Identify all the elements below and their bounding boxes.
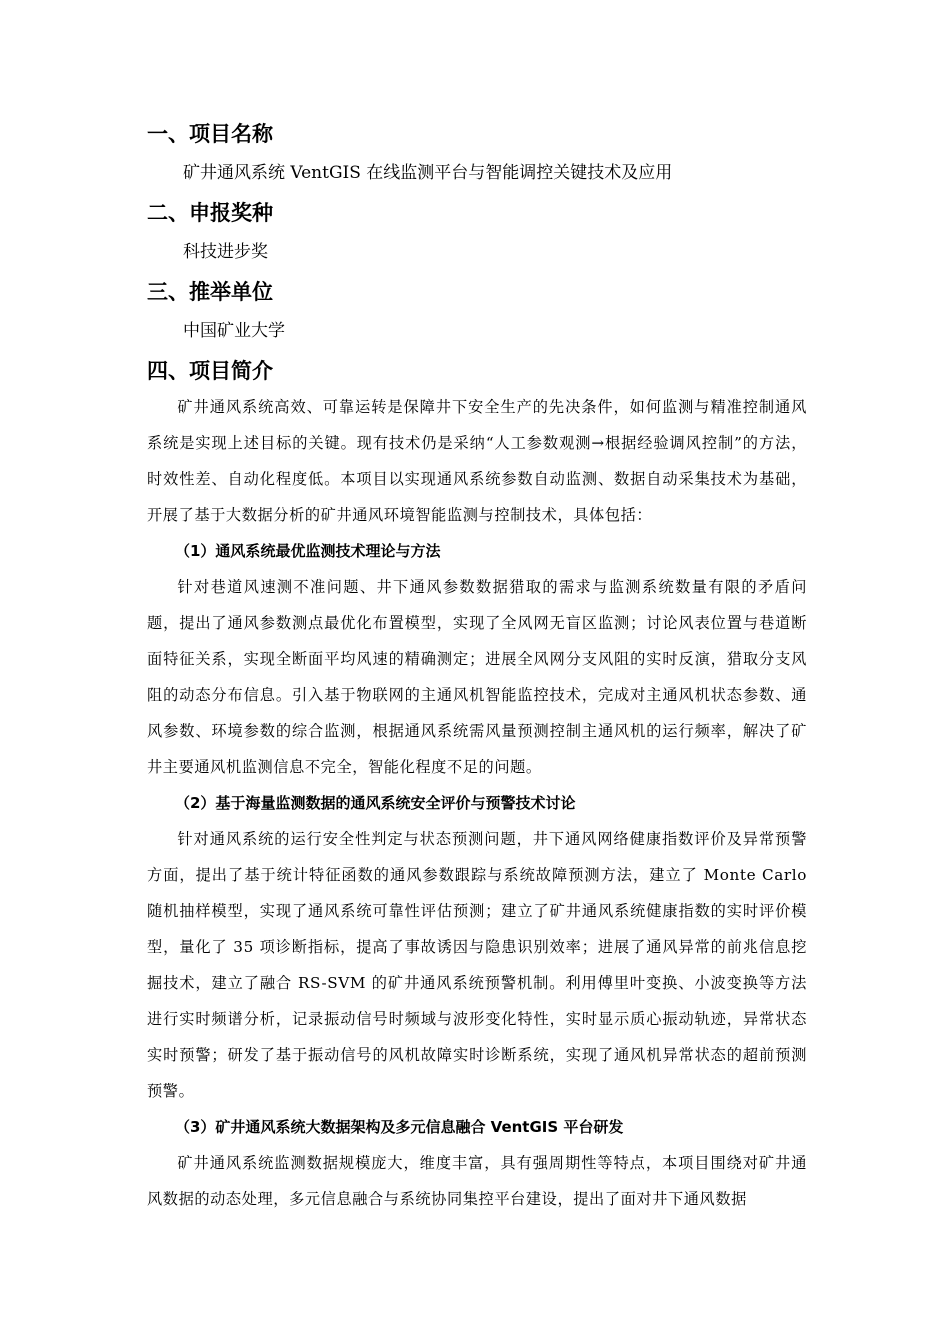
award-type-value: 科技进步奖: [183, 242, 268, 262]
section-heading-project-name: 一、项目名称: [147, 122, 273, 146]
nominating-unit-value: 中国矿业大学: [183, 321, 285, 341]
subsection-body-2: 针对通风系统的运行安全性判定与状态预测问题，井下通风网络健康指数评价及异常预警方面，提出了基于统计特征函数的通风参数跟踪与系统故障预测方法，建立了 Monte Carlo 随机抽样模型，实现了通风系统可靠性评估预测；建立了矿井通风系统健康指数的实时评价模型，量化了 35 项诊断指标，提高了事故诱因与隐患识别效率；进展了通风异常的前兆信息挖掘技术，建立了融合 RS-SVM 的矿井通风系统预警机制。利用傅里叶变换、小波变换等方法进行实时频谱分析，记录振动信号时频域与波形变化特性，实时显示质心振动轨迹，异常状态实时预警；研发了基于振动信号的风机故障实时诊断系统，实现了通风机异常状态的超前预测预警。: [147, 830, 807, 1100]
intro-paragraph: 矿井通风系统高效、可靠运转是保障井下安全生产的先决条件，如何监测与精准控制通风系统是实现上述目标的关键。现有技术仍是采纳“人工参数观测→根据经验调风控制”的方法，时效性差、自动化程度低。本项目以实现通风系统参数自动监测、数据自动采集技术为基础，开展了基于大数据分析的矿井通风环境智能监测与控制技术，具体包括：: [147, 398, 807, 524]
document-body: [147, 118, 807, 1217]
subsection-body-1: 针对巷道风速测不准问题、井下通风参数数据猎取的需求与监测系统数量有限的矛盾问题，提出了通风参数测点最优化布置模型，实现了全风网无盲区监测；讨论风表位置与巷道断面特征关系，实现全断面平均风速的精确测定；进展全风网分支风阻的实时反演，猎取分支风阻的动态分布信息。引入基于物联网的主通风机智能监控技术，完成对主通风机状态参数、通风参数、环境参数的综合监测，根据通风系统需风量预测控制主通风机的运行频率，解决了矿井主要通风机监测信息不完全，智能化程度不足的问题。: [147, 578, 807, 776]
project-name-value: 矿井通风系统 VentGIS 在线监测平台与智能调控关键技术及应用: [183, 163, 673, 183]
section-heading-project-summary: 四、项目简介: [147, 359, 273, 383]
subsection-title-2: （2）基于海量监测数据的通风系统安全评价与预警技术讨论: [175, 794, 576, 812]
subsection-title-1: （1）通风系统最优监测技术理论与方法: [175, 542, 441, 560]
subsection-title-3: （3）矿井通风系统大数据架构及多元信息融合 VentGIS 平台研发: [175, 1118, 624, 1136]
subsection-body-3: 矿井通风系统监测数据规模庞大，维度丰富，具有强周期性等特点，本项目围绕对矿井通风数据的动态处理，多元信息融合与系统协同集控平台建设，提出了面对井下通风数据: [147, 1154, 807, 1208]
section-heading-nominating-unit: 三、推举单位: [147, 280, 273, 304]
section-heading-award-type: 二、申报奖种: [147, 201, 273, 225]
